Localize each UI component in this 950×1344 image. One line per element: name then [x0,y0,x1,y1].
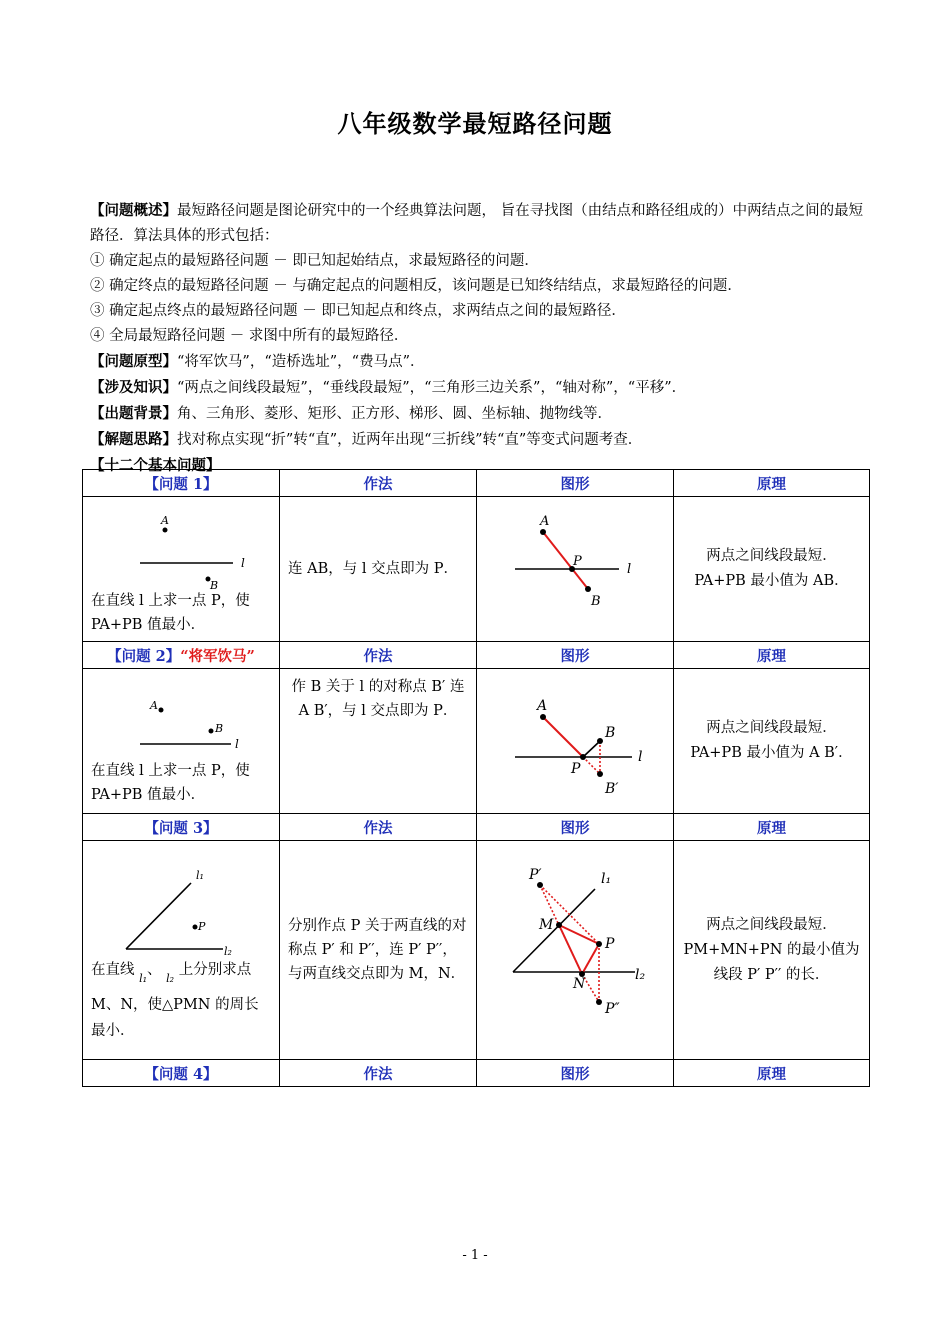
overview-label: 【问题概述】 [90,202,177,219]
principle-cell [674,841,870,1060]
approach-paragraph [90,427,870,453]
table-row [83,497,870,642]
table-header-row [83,470,870,497]
col-figure-header: 图形 [477,642,674,669]
col-principle-header: 原理 [674,642,870,669]
page-title: 八年级数学最短路径问题 [337,109,613,138]
problem-3-text-b: 、 [147,962,162,978]
background-paragraph [90,401,870,427]
overview-text: 最短路径问题是图论研究中的一个经典算法问题， 旨在寻找图（由结点和路径组成的）中两结点之间的最短路径．算法具体的形式包括： [90,203,864,244]
col-figure-header: 图形 [477,470,674,497]
principle-line-1: 两点之间线段最短． [706,916,837,933]
label-A: A [150,699,158,712]
label-B: B [210,579,219,589]
problem-title: 【问题 1】 [83,470,280,497]
col-method-header: 作法 [280,642,477,669]
intro-item-3: ③ 确定起点终点的最短路径问题 － 即已知起点和终点，求两结点之间的最短路径． [90,303,626,319]
figure-cell [477,497,674,642]
method-cell: 分别作点 P 关于两直线的对称点 P′ 和 P′′，连 P′ P′′，与两直线交点即为 M，N． [280,841,477,1060]
principle-line-2: PM+MN+PN 的最小值为线段 P′ P′′ 的长． [683,941,860,983]
label-P-prime: P′ [529,867,542,883]
label-N: N [573,976,586,992]
label-B: B [215,722,224,735]
problem-3-text-d: M、N，使△PMN 的周长最小． [91,997,259,1039]
twelve-problems-label: 【十二个基本问题】 [90,457,221,474]
principle-line-1: 两点之间线段最短． [706,548,837,564]
problem-title: 【问题 4】 [83,1060,280,1087]
intro-item-2: ② 确定终点的最短路径问题 － 与确定起点的问题相反，该问题是已知终结结点，求最短路径的问题． [90,278,742,294]
col-principle-header: 原理 [674,814,870,841]
label-B: B [605,725,616,741]
problem-3-text-c: 上分别求点 [178,962,252,978]
knowledge-paragraph [90,375,870,401]
principle-line-2: PA+PB 最小值为 AB． [694,573,849,589]
principle-cell [674,669,870,814]
label-l: l [638,749,643,765]
page-number: - 1 - [462,1248,488,1263]
intro-item-1: ① 确定起点的最短路径问题 － 即已知起始结点，求最短路径的问题． [90,253,539,269]
label-l1: l₁ [196,869,204,882]
col-method-header: 作法 [280,814,477,841]
table-header-row [83,814,870,841]
label-P: P [571,761,581,777]
overview-paragraph [90,198,870,249]
prototype-paragraph [90,349,870,375]
problem-cell [83,841,280,1060]
label-B: B [591,594,601,609]
background-text: 角、三角形、菱形、矩形、正方形、梯形、圆、坐标轴、抛物线等． [177,406,612,422]
label-M: M [539,917,554,933]
problem-1-solution-figure [477,497,674,641]
background-label: 【出题背景】 [90,405,177,422]
problem-2-solution-figure [477,669,674,813]
table-row [83,841,870,1060]
label-P: P [605,936,615,952]
label-A: A [540,514,550,529]
label-l1: l₁ [601,871,612,887]
method-cell: 作 B 关于 l 的对称点 B′ 连 A B′，与 l 交点即为 P． [280,669,477,814]
knowledge-text: “两点之间线段最短”，“垂线段最短”，“三角形三边关系”，“轴对称”，“平移”． [177,380,687,396]
figure-cell [477,669,674,814]
label-A: A [161,514,169,527]
principle-line-1: 两点之间线段最短． [706,720,837,736]
col-principle-header: 原理 [674,1060,870,1087]
problem-3-text [83,957,279,1044]
label-P: P [198,920,206,933]
problem-2-given-figure [83,669,280,759]
problems-table [82,469,870,1087]
table-header-row [83,642,870,669]
col-figure-header: 图形 [477,1060,674,1087]
label-l: l [241,556,245,570]
problem-3-given-figure [83,841,280,957]
label-B-prime: B′ [605,781,619,797]
intro-item-4: ④ 全局最短路径问题 － 求图中所有的最短路径． [90,328,409,344]
label-l2: l₂ [635,967,646,983]
table-header-row [83,1060,870,1087]
knowledge-label: 【涉及知识】 [90,379,177,396]
label-l: l [627,562,632,577]
principle-line-2: PA+PB 最小值为 A B′． [690,745,853,761]
problem-title: 【问题 3】 [83,814,280,841]
problem-3-l1: l₁ [139,972,148,985]
method-cell: 连 AB，与 l 交点即为 P． [280,497,477,642]
prototype-label: 【问题原型】 [90,353,177,370]
label-P: P [573,554,582,569]
label-l: l [235,737,239,751]
problem-2-text: 在直线 l 上求一点 P，使 PA+PB 值最小． [91,763,250,803]
label-l2: l₂ [224,945,232,957]
principle-cell [674,497,870,642]
figure-cell [477,841,674,1060]
col-method-header: 作法 [280,1060,477,1087]
approach-text: 找对称点实现“折”转“直”，近两年出现“三折线”转“直”等变式问题考查． [177,432,643,448]
problem-3-solution-figure [477,841,674,1059]
problem-title-text: 【问题 2】 [107,647,181,665]
col-method-header: 作法 [280,470,477,497]
intro-section [90,198,870,478]
approach-label: 【解题思路】 [90,431,177,448]
col-principle-header: 原理 [674,470,870,497]
problem-title-extra: “将军饮马” [180,647,255,665]
problem-1-text: 在直线 l 上求一点 P，使 PA+PB 值最小． [91,593,250,633]
problem-3-l2: l₂ [166,972,175,985]
label-P-double: P″ [605,1001,620,1017]
problem-cell [83,497,280,642]
problem-3-text-a: 在直线 [91,962,135,978]
label-A: A [537,698,548,714]
col-figure-header: 图形 [477,814,674,841]
problem-title [83,642,280,669]
table-row [83,669,870,814]
problem-cell [83,669,280,814]
problem-1-given-figure [83,497,280,589]
prototype-text: “将军饮马”，“造桥选址”，“费马点”． [177,354,425,370]
